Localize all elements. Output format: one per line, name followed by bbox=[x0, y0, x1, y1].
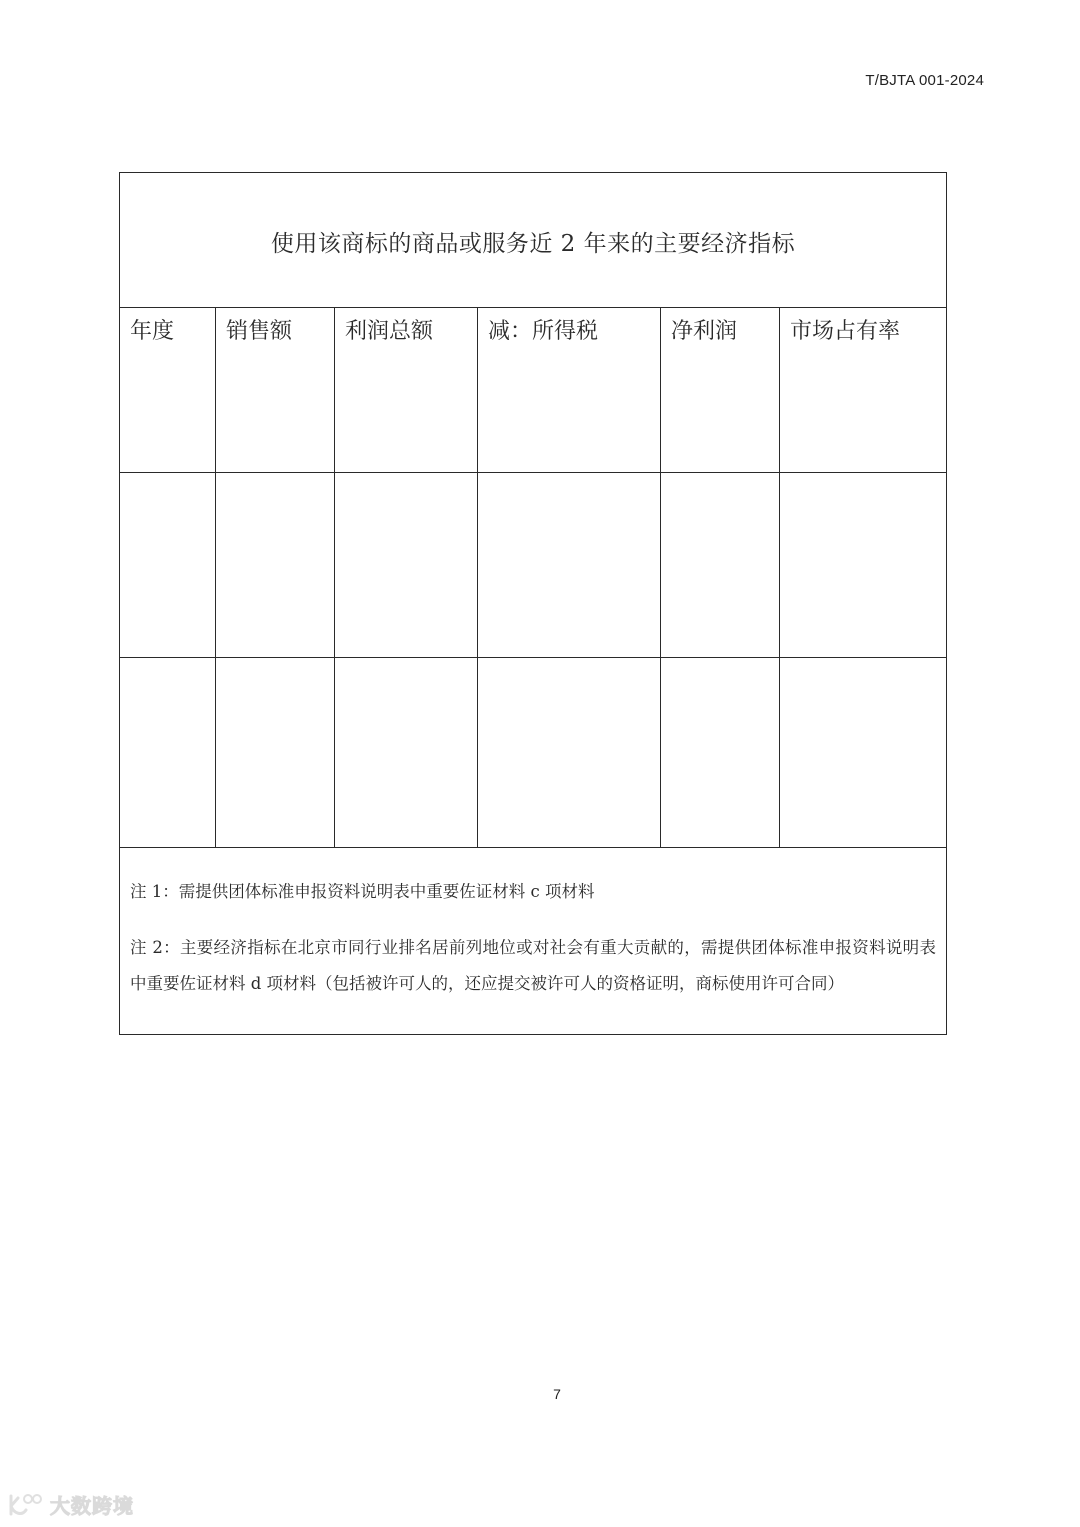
cell-year[interactable] bbox=[120, 473, 216, 657]
note-1: 注 1：需提供团体标准申报资料说明表中重要佐证材料 c 项材料 bbox=[130, 882, 595, 901]
column-header-net-profit: 净利润 bbox=[661, 308, 780, 472]
cell-net-profit[interactable] bbox=[661, 658, 780, 847]
table-title-row bbox=[120, 173, 946, 308]
column-header-market-share: 市场占有率 bbox=[790, 319, 901, 344]
table-row bbox=[120, 658, 946, 848]
column-header-year: 年度 bbox=[120, 308, 216, 472]
note-2: 注 2：主要经济指标在北京市同行业排名居前列地位或对社会有重大贡献的，需提供团体标准申报资料说明表中重要佐证材料 d 项材料（包括被许可人的，还应提交被许可人的资格证明，商标使用许可合同） bbox=[130, 938, 936, 993]
cell-total-profit[interactable] bbox=[335, 473, 478, 657]
cell-total-profit[interactable] bbox=[335, 658, 478, 847]
cell-sales[interactable] bbox=[216, 473, 335, 657]
document-code: T/BJTA 001-2024 bbox=[865, 72, 984, 89]
column-header-income-tax: 减：所得税 bbox=[478, 308, 661, 472]
k100-logo-icon bbox=[8, 1492, 44, 1518]
table-title: 使用该商标的商品或服务近 2 年来的主要经济指标 bbox=[270, 230, 796, 257]
table-row bbox=[120, 473, 946, 658]
cell-year[interactable] bbox=[120, 658, 216, 847]
economic-indicators-table bbox=[119, 172, 947, 1035]
column-header-total-profit: 利润总额 bbox=[335, 308, 478, 472]
column-header-sales: 销售额 bbox=[216, 308, 335, 472]
cell-income-tax[interactable] bbox=[478, 658, 661, 847]
page-number: 7 bbox=[553, 1386, 561, 1402]
cell-market-share[interactable] bbox=[780, 473, 946, 657]
watermark bbox=[8, 1490, 134, 1519]
cell-market-share[interactable] bbox=[780, 658, 946, 847]
cell-income-tax[interactable] bbox=[478, 473, 661, 657]
notes-section bbox=[120, 848, 946, 1002]
cell-net-profit[interactable] bbox=[661, 473, 780, 657]
table-header-row bbox=[120, 308, 946, 473]
cell-sales[interactable] bbox=[216, 658, 335, 847]
watermark-text: 大数跨境 bbox=[50, 1494, 134, 1518]
